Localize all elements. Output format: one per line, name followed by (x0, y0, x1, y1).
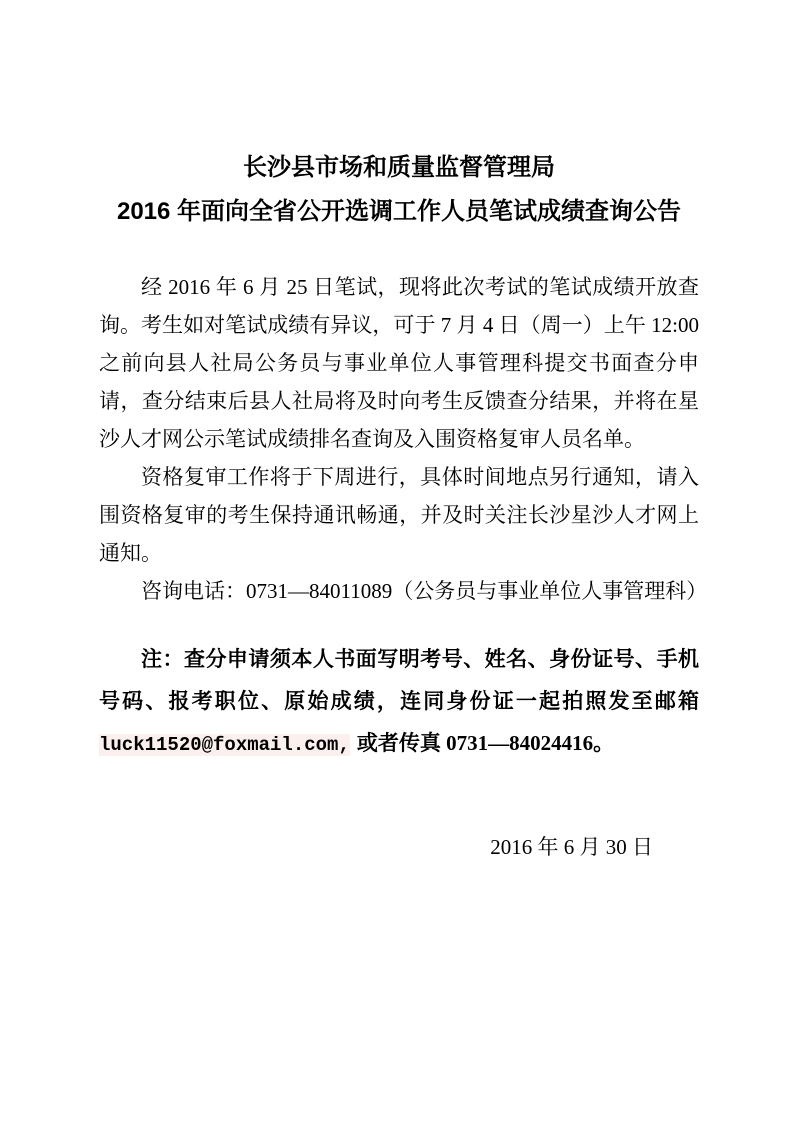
note-section (99, 638, 699, 766)
paragraph1-line3: 之前向县人社局公务员与事业单位人事管理科提交书面查分申 (99, 351, 699, 375)
document-title-line2: 2016 年面向全省公开选调工作人员笔试成绩查询公告 (116, 198, 682, 225)
document-date: 2016 年 6 月 30 日 (490, 835, 653, 859)
paragraph1-line1: 经 2016 年 6 月 25 日笔试，现将此次考试的笔试成绩开放查 (141, 275, 699, 299)
document-title-line1: 长沙县市场和质量监督管理局 (243, 154, 555, 181)
document-body (99, 268, 708, 610)
email-address: luck11520@foxmail.com, (99, 734, 350, 756)
note-line1: 注：查分申请须本人书面写明考号、姓名、身份证号、手机 (141, 647, 699, 671)
contact-phone-line: 咨询电话：0731—84011089（公务员与事业单位人事管理科） (141, 579, 708, 603)
paragraph2-line2: 围资格复审的考生保持通讯畅通，并及时关注长沙星沙人才网上 (99, 503, 699, 527)
paragraph1-line5: 沙人才网公示笔试成绩排名查询及入围资格复审人员名单。 (99, 427, 645, 451)
paragraph2-line1: 资格复审工作将于下周进行，具体时间地点另行通知，请入 (141, 465, 699, 489)
paragraph1-line4: 请，查分结束后县人社局将及时向考生反馈查分结果，并将在星 (99, 389, 699, 413)
note-line2: 号码、报考职位、原始成绩，连同身份证一起拍照发至邮箱 (99, 689, 699, 713)
note-line3 (99, 722, 699, 766)
paragraph2-line3: 通知。 (99, 541, 162, 565)
note-fax-text: 或者传真 0731—84024416。 (356, 731, 615, 755)
paragraph1-line2: 询。考生如对笔试成绩有异议，可于 7 月 4 日（周一）上午 12:00 (99, 313, 699, 337)
